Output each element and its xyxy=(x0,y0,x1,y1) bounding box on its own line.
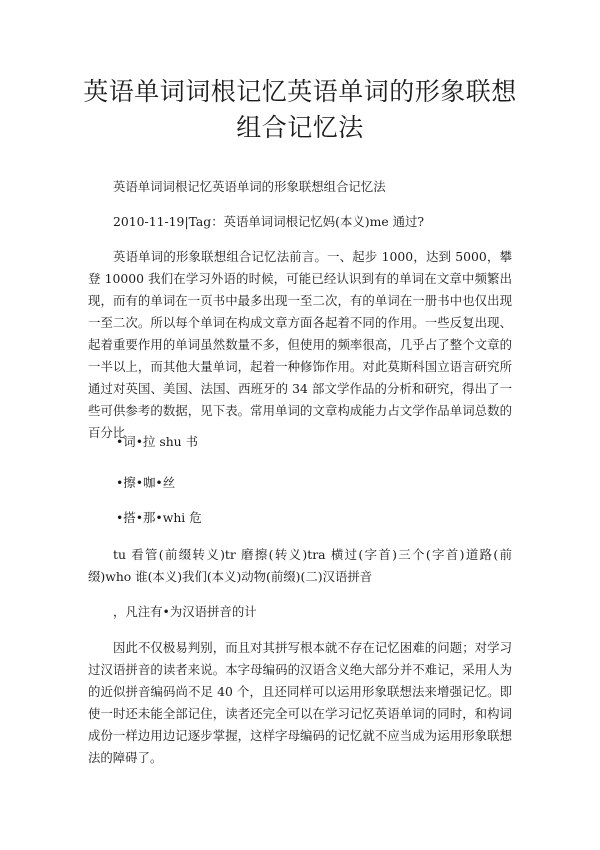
title-line-2: 组合记忆法 xyxy=(236,113,364,142)
conclusion-paragraph: 因此不仅极易判别，而且对其拼写根本就不存在记忆困难的问题；对学习过汉语拼音的读者来说。本字母编码的汉语含义绝大部分并不难记，采用人为的近似拼音编码尚不足 40 个，且还同样可以运用形象联想法来增强记忆。即使一时还未能全部记住，读者还完全可以在学习记忆英语单词的同时，和构词成份一样边用边记逐步掌握，这样字母编码的记忆就不应当成为运用形象联想法的障碍了。 xyxy=(88,640,512,765)
prefix-paragraph: tu 看管(前缀转义)tr 磨擦(转义)tra 横过(字首)三个(字首)道路(前缀)who 谁(本义)我们(本义)动物(前缀)(二)汉语拼音 xyxy=(88,547,512,584)
title-line-1: 英语单词词根记忆英语单词的形象联想 xyxy=(83,77,517,106)
subtitle: 英语单词词根记忆英语单词的形象联想组合记忆法 xyxy=(113,179,386,194)
pinyin-note: ，凡注有•为汉语拼音的计 xyxy=(113,604,257,619)
bullet-item-3: •搭•那•whi 危 xyxy=(116,510,202,525)
date-tag-line: 2010-11-19|Tag：英语单词词根记忆妈(本义)me 通过? xyxy=(113,214,425,229)
page-title xyxy=(60,74,540,146)
bullet-item-2: •擦•咖•丝 xyxy=(116,475,176,490)
intro-paragraph: 英语单词的形象联想组合记忆法前言。一、起步 1000，达到 5000，攀登 10000 我们在学习外语的时候，可能已经认识到有的单词在文章中频繁出现，而有的单词在一页书中最多出现一至二次，有的单词在一册书中也仅出现一至二次。所以每个单词在构成文章方面各起着不同的作用。一些反复出现、起着重要作用的单词虽然数量不多，但使用的频率很高，几乎占了整个文章的一半以上，而其他大量单词，起着一种修饰作用。对此莫斯科国立语言研究所通过对英国、美国、法国、西班牙的 34 部文学作品的分析和研究，得出了一些可供参考的数据，见下表。常用单词的文章构成能力占文学作品单词总数的百分比 xyxy=(88,249,512,440)
bullet-item-1: •词•拉 shu 书 xyxy=(116,434,198,449)
